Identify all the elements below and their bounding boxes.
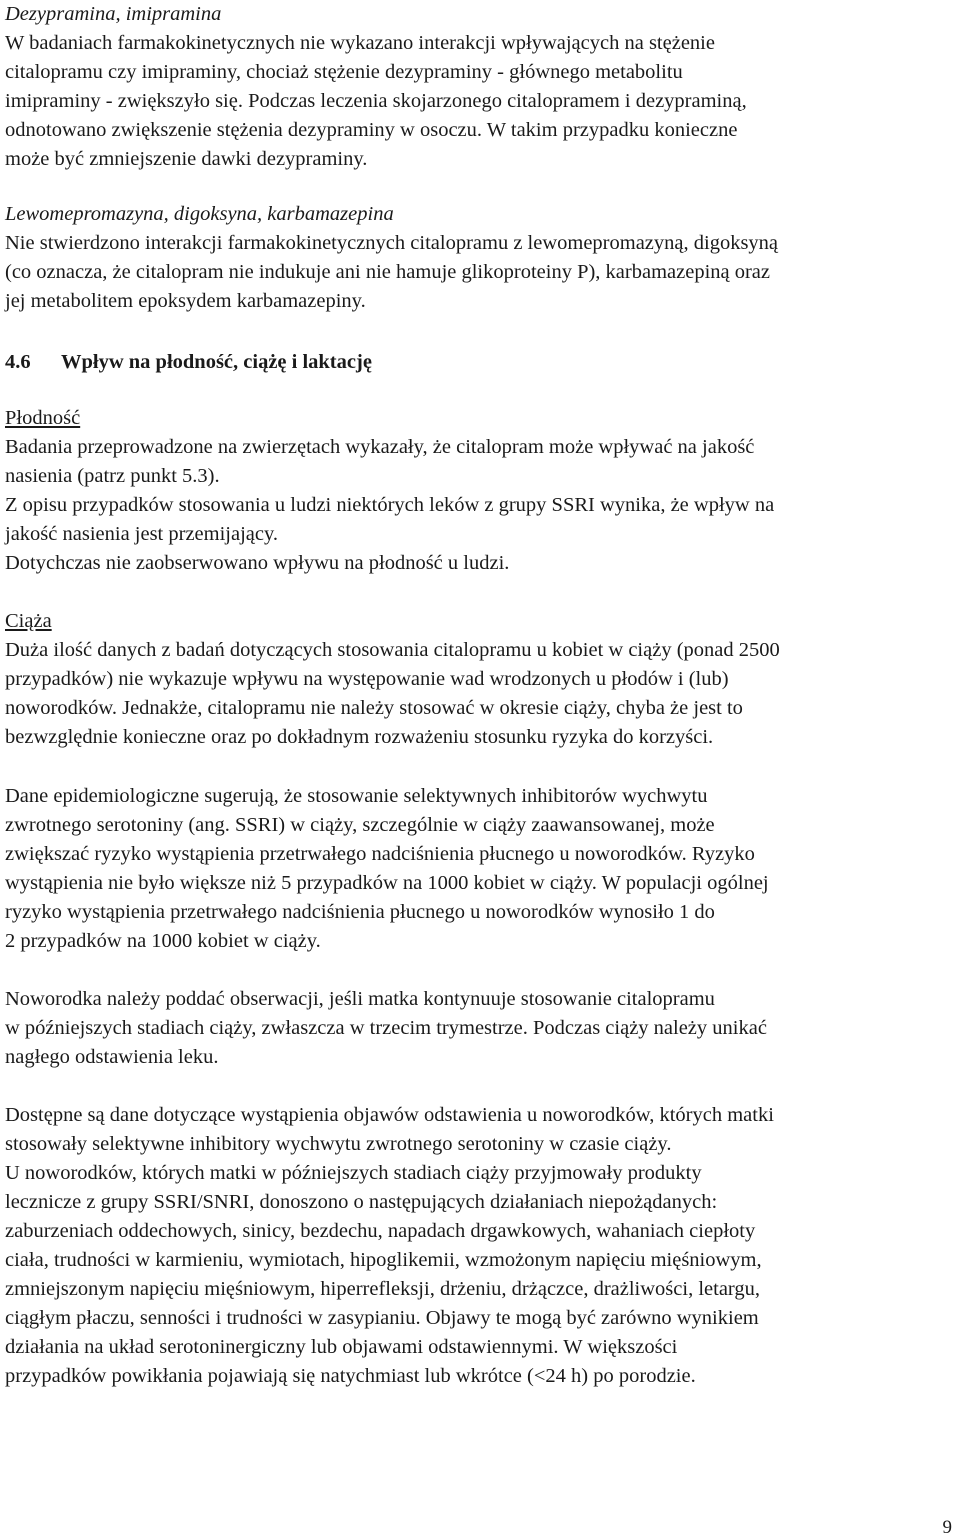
paragraph-line: wystąpienia nie było większe niż 5 przypadków na 1000 kobiet w ciąży. W populacji ogólnej — [5, 872, 769, 894]
paragraph-line: lecznicze z grupy SSRI/SNRI, donoszono o następujących działaniach niepożądanych: — [5, 1191, 718, 1213]
paragraph-line: zaburzeniach oddechowych, sinicy, bezdechu, napadach drgawkowych, wahaniach ciepłoty — [5, 1220, 756, 1242]
paragraph-line: Nie stwierdzono interakcji farmakokinetycznych citalopramu z lewomepromazyną, digoksyną — [5, 232, 779, 254]
page-number: 9 — [942, 1517, 952, 1538]
paragraph-line: U noworodków, których matki w późniejszych stadiach ciąży przyjmowały produkty — [5, 1162, 702, 1184]
section-title: Lewomepromazyna, digoksyna, karbamazepina — [5, 203, 394, 225]
paragraph-line: bezwzględnie konieczne oraz po dokładnym rozważeniu stosunku ryzyka do korzyści. — [5, 726, 714, 748]
heading-number: 4.6 — [5, 351, 31, 373]
paragraph-line: jakość nasienia jest przemijający. — [5, 523, 279, 545]
paragraph-line: ciała, trudności w karmieniu, wymiotach, hipoglikemii, wzmożonym napięciu mięśniowym, — [5, 1249, 762, 1271]
paragraph-line: ciągłym płaczu, senności i trudności w zasypianiu. Objawy te mogą być zarówno wynikiem — [5, 1307, 759, 1329]
paragraph-epidemiologia — [5, 782, 955, 956]
paragraph-line: 2 przypadków na 1000 kobiet w ciąży. — [5, 930, 321, 952]
paragraph-line: zwrotnego serotoniny (ang. SSRI) w ciąży, szczególnie w ciąży zaawansowanej, może — [5, 814, 715, 836]
section-heading-4-6 — [5, 348, 955, 377]
section-plodnosc — [5, 404, 955, 578]
paragraph-line: noworodków. Jednakże, citalopramu nie należy stosować w okresie ciąży, chyba że jest to — [5, 697, 743, 719]
subsection-title: Ciąża — [5, 610, 52, 632]
section-dezypramina — [5, 0, 955, 174]
paragraph-line: zwiększać ryzyko wystąpienia przetrwałego nadciśnienia płucnego u noworodków. Ryzyko — [5, 843, 755, 865]
paragraph-line: jej metabolitem epoksydem karbamazepiny. — [5, 290, 366, 312]
paragraph-line: (co oznacza, że citalopram nie indukuje ani nie hamuje glikoproteiny P), karbamazepiną oraz — [5, 261, 771, 283]
section-lewomepromazyna — [5, 200, 955, 316]
paragraph-line: Dotychczas nie zaobserwowano wpływu na płodność u ludzi. — [5, 552, 510, 574]
paragraph-line: może być zmniejszenie dawki dezypraminy. — [5, 148, 368, 170]
paragraph-line: działania na układ serotoninergiczny lub objawami odstawiennymi. W większości — [5, 1336, 678, 1358]
paragraph-line: Dane epidemiologiczne sugerują, że stosowanie selektywnych inhibitorów wychwytu — [5, 785, 708, 807]
paragraph-line: Z opisu przypadków stosowania u ludzi niektórych leków z grupy SSRI wynika, że wpływ na — [5, 494, 775, 516]
paragraph-obserwacja — [5, 985, 955, 1072]
paragraph-line: nagłego odstawienia leku. — [5, 1046, 219, 1068]
paragraph-line: Noworodka należy poddać obserwacji, jeśli matka kontynuuje stosowanie citalopramu — [5, 988, 715, 1010]
heading-title: Wpływ na płodność, ciążę i laktację — [61, 351, 372, 373]
paragraph-line: nasienia (patrz punkt 5.3). — [5, 465, 220, 487]
paragraph-odstawienie — [5, 1101, 955, 1391]
paragraph-line: przypadków powikłania pojawiają się natychmiast lub wkrótce (<24 h) po porodzie. — [5, 1365, 696, 1387]
paragraph-line: odnotowano zwiększenie stężenia dezypraminy w osoczu. W takim przypadku konieczne — [5, 119, 738, 141]
paragraph-line: ryzyko wystąpienia przetrwałego nadciśnienia płucnego u noworodków wynosiło 1 do — [5, 901, 715, 923]
paragraph-line: Duża ilość danych z badań dotyczących stosowania citalopramu u kobiet w ciąży (ponad 2500 — [5, 639, 780, 661]
paragraph-line: w późniejszych stadiach ciąży, zwłaszcza w trzecim trymestrze. Podczas ciąży należy unikać — [5, 1017, 767, 1039]
section-title: Dezypramina, imipramina — [5, 3, 222, 25]
subsection-title: Płodność — [5, 407, 81, 429]
paragraph-line: imipraminy - zwiększyło się. Podczas leczenia skojarzonego citalopramem i dezypraminą, — [5, 90, 747, 112]
section-ciaza — [5, 607, 955, 752]
paragraph-line: zmniejszonym napięciu mięśniowym, hiperrefleksji, drżeniu, drżączce, drażliwości, letargu, — [5, 1278, 760, 1300]
paragraph-line: Dostępne są dane dotyczące wystąpienia objawów odstawienia u noworodków, których matki — [5, 1104, 774, 1126]
paragraph-line: przypadków) nie wykazuje wpływu na występowanie wad wrodzonych u płodów i (lub) — [5, 668, 729, 690]
paragraph-line: stosowały selektywne inhibitory wychwytu zwrotnego serotoniny w czasie ciąży. — [5, 1133, 672, 1155]
paragraph-line: citalopramu czy imipraminy, chociaż stężenie dezypraminy - głównego metabolitu — [5, 61, 683, 83]
paragraph-line: W badaniach farmakokinetycznych nie wykazano interakcji wpływających na stężenie — [5, 32, 715, 54]
paragraph-line: Badania przeprowadzone na zwierzętach wykazały, że citalopram może wpływać na jakość — [5, 436, 755, 458]
